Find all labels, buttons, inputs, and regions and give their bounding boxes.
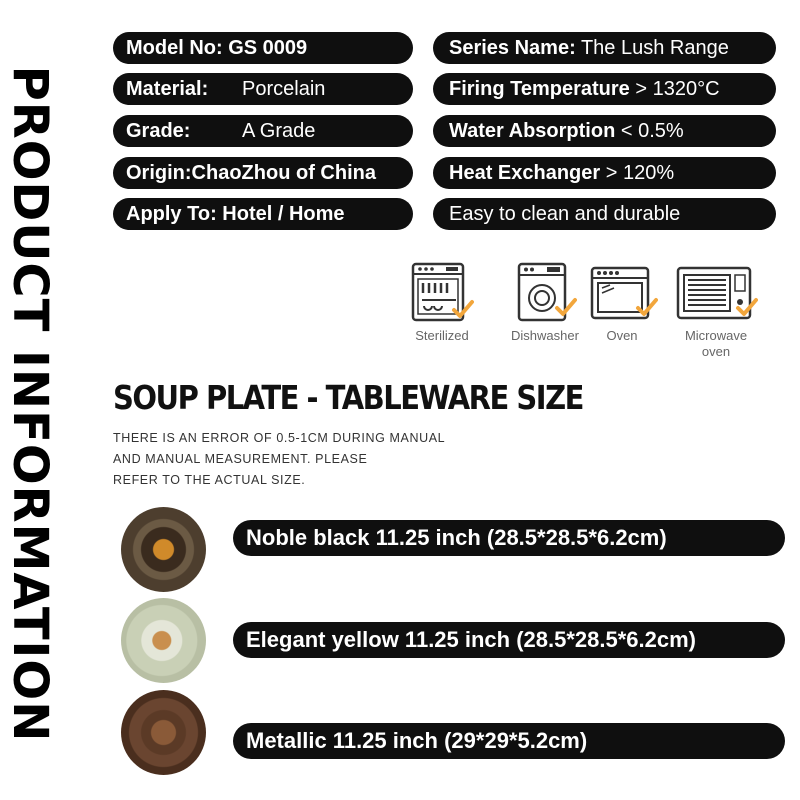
side-title: PRODUCT INFORMATION: [2, 65, 58, 743]
appliance-label: Microwave oven: [684, 328, 748, 359]
appliance-oven: [586, 262, 658, 344]
measurement-note: [113, 428, 445, 491]
plate-noble-black: [121, 507, 206, 592]
microwave-icon: [674, 262, 758, 322]
appliance-label: Oven: [606, 328, 638, 343]
note-line: THERE IS AN ERROR OF 0.5-1CM DURING MANUAL: [113, 431, 446, 445]
plate-metallic: [121, 690, 206, 775]
spec-series-name: Series Name: The Lush Range: [433, 32, 776, 64]
spec-origin: Origin:ChaoZhou of China: [113, 157, 413, 189]
sterilizer-icon: [410, 262, 474, 322]
note-line: REFER TO THE ACTUAL SIZE.: [113, 473, 306, 487]
appliance-label: Dishwasher: [511, 328, 579, 343]
spec-grade: Grade: A Grade: [113, 115, 413, 147]
spec-model-no: Model No: GS 0009: [113, 32, 413, 64]
spec-material: Material: Porcelain: [113, 73, 413, 105]
size-heading: SOUP PLATE - TABLEWARE SIZE: [113, 378, 583, 418]
spec-easy-clean: Easy to clean and durable: [433, 198, 776, 230]
dishwasher-icon: [513, 262, 577, 322]
appliance-dishwasher: [509, 262, 581, 344]
spec-firing-temperature: Firing Temperature > 1320°C: [433, 73, 776, 105]
size-bar-elegant-yellow: Elegant yellow 11.25 inch (28.5*28.5*6.2cm): [233, 622, 785, 658]
appliance-microwave: [674, 262, 758, 360]
note-line: AND MANUAL MEASUREMENT. PLEASE: [113, 452, 368, 466]
oven-icon: [586, 262, 658, 322]
size-bar-metallic: Metallic 11.25 inch (29*29*5.2cm): [233, 723, 785, 759]
spec-water-absorption: Water Absorption < 0.5%: [433, 115, 776, 147]
spec-heat-exchanger: Heat Exchanger > 120%: [433, 157, 776, 189]
plate-elegant-yellow: [121, 598, 206, 683]
spec-apply-to: Apply To: Hotel / Home: [113, 198, 413, 230]
appliance-sterilized: [406, 262, 478, 344]
size-bar-noble-black: Noble black 11.25 inch (28.5*28.5*6.2cm): [233, 520, 785, 556]
appliance-label: Sterilized: [415, 328, 469, 343]
